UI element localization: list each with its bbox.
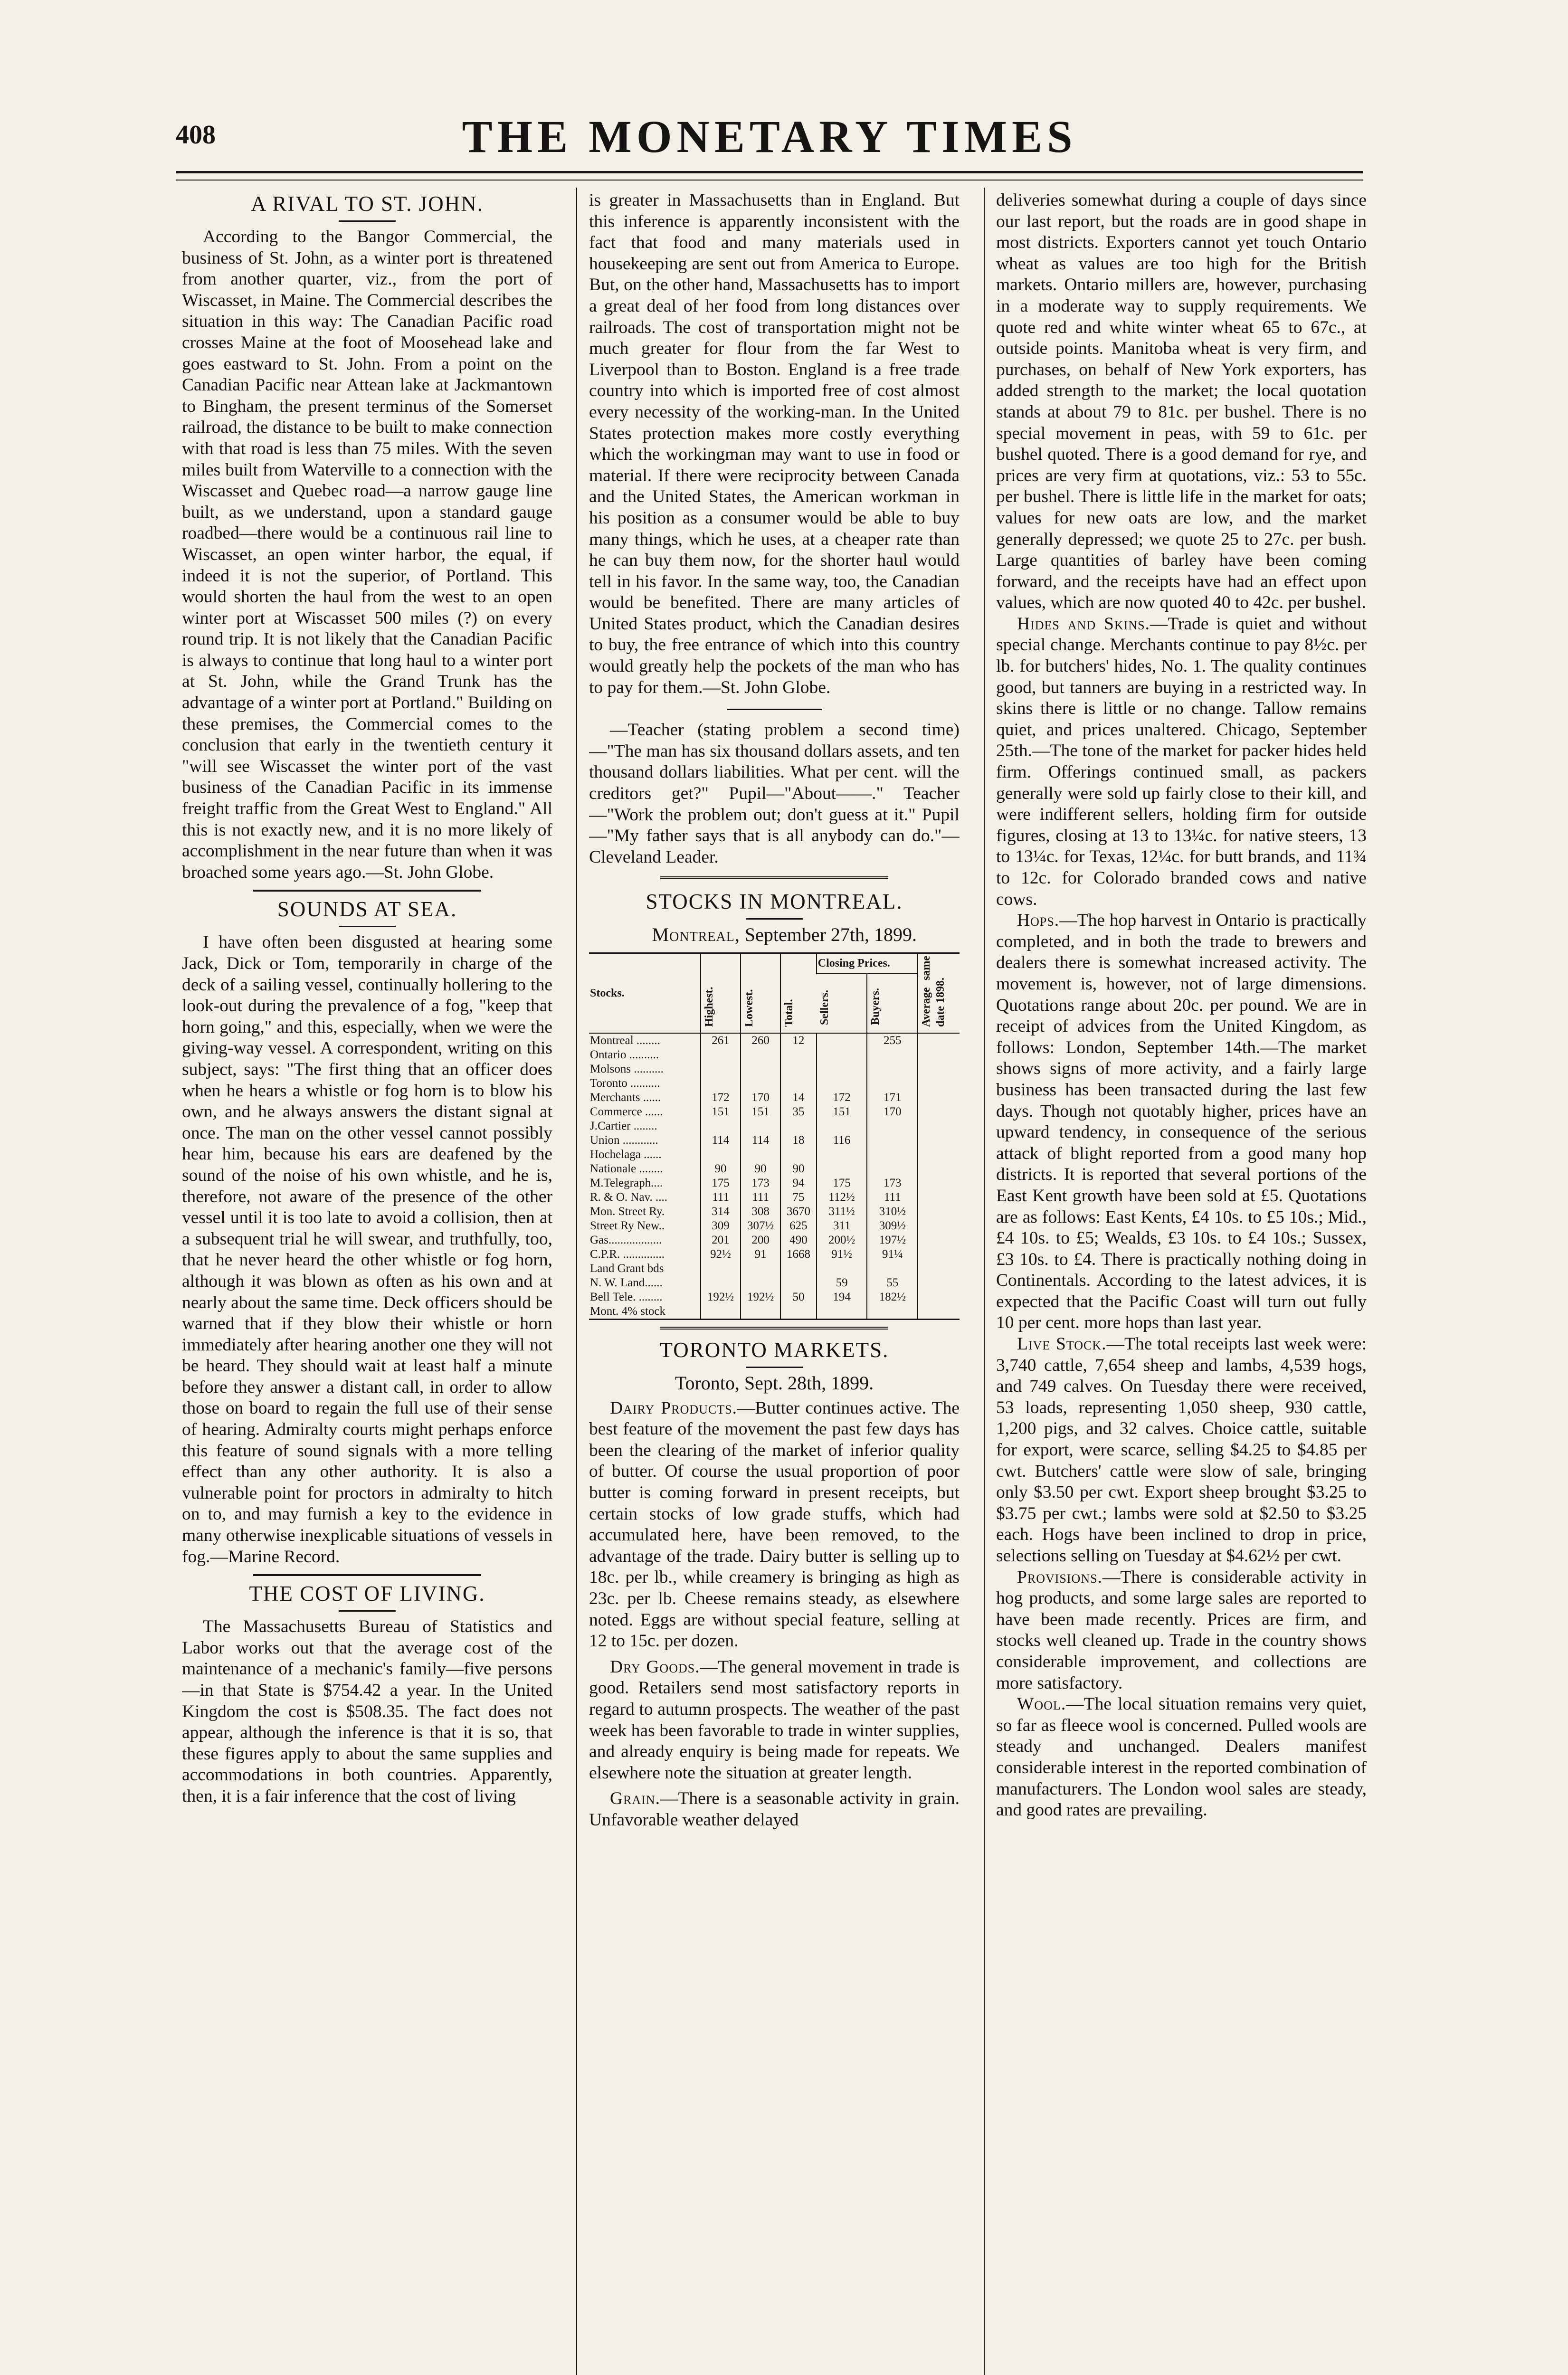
stock-value-cell: 91¼ [867, 1247, 918, 1262]
stock-value-cell: 91 [741, 1247, 780, 1262]
stock-value-cell: 201 [701, 1233, 741, 1247]
title-dash [339, 926, 396, 927]
stock-value-cell: 197½ [867, 1233, 918, 1247]
provisions-head: Provisions. [1017, 1567, 1102, 1587]
stock-value-cell [918, 1190, 960, 1205]
stock-value-cell: 94 [780, 1176, 817, 1190]
stock-value-cell: 310½ [867, 1205, 918, 1219]
stock-value-cell [918, 1233, 960, 1247]
stock-value-cell [701, 1048, 741, 1062]
stock-value-cell [867, 1048, 918, 1062]
stock-value-cell [918, 1105, 960, 1119]
stock-value-cell [867, 1262, 918, 1276]
stock-value-cell [780, 1304, 817, 1320]
stock-name-cell: Montreal ........ [590, 1034, 660, 1047]
stock-value-cell: 175 [817, 1176, 867, 1190]
stock-value-cell [918, 1148, 960, 1162]
stock-value-cell [701, 1119, 741, 1133]
hides-section [996, 614, 1367, 910]
stock-value-cell: 91½ [817, 1247, 867, 1262]
table-row [589, 1048, 960, 1062]
table-row [589, 1247, 960, 1262]
dairy-head: Dairy Products. [610, 1398, 737, 1418]
stock-name-cell: Gas.................. [590, 1234, 662, 1246]
article-title-cost: THE COST OF LIVING. [249, 1582, 485, 1606]
stock-name-cell: Toronto .......... [590, 1077, 660, 1090]
dairy-section [589, 1398, 960, 1652]
table-row [589, 1162, 960, 1176]
stock-value-cell [918, 1290, 960, 1304]
wool-text: —The local situation remains very quiet, so far as fleece wool is concerned. Pulled wools are steady and unchanged. Dealers manifest considerable interest in the reported combination of manufacturers. The London wool sales are steady, and good rates are prevailing. [996, 1694, 1367, 1820]
column-2 [589, 190, 960, 2375]
stock-value-cell [918, 1276, 960, 1290]
stock-value-cell [817, 1076, 867, 1091]
stock-value-cell: 625 [780, 1219, 817, 1233]
stock-value-cell [918, 1062, 960, 1076]
stock-value-cell: 192½ [741, 1290, 780, 1304]
stock-name-cell: Ontario .......... [590, 1048, 659, 1061]
provisions-text: —There is considerable activity in hog products, and some large sales are reported to have been made recently. Prices are firm, and stocks well cleaned up. Trade in the country shows considerable improvement, and collections are more satisfactory. [996, 1567, 1367, 1693]
article-separator [660, 1327, 888, 1330]
col-header-lowest: Lowest. [741, 953, 780, 1034]
stocks-table [589, 952, 960, 1320]
stock-value-cell: 200½ [817, 1233, 867, 1247]
table-row [589, 1205, 960, 1219]
stock-value-cell [817, 1262, 867, 1276]
col-header-total: Total. [780, 953, 817, 1034]
stock-value-cell: 192½ [701, 1290, 741, 1304]
stock-value-cell [918, 1162, 960, 1176]
table-row [589, 1219, 960, 1233]
stock-name-cell: Street Ry New.. [590, 1219, 665, 1232]
stock-value-cell [701, 1076, 741, 1091]
wool-head: Wool. [1017, 1694, 1066, 1714]
table-row [589, 1091, 960, 1105]
stock-value-cell [918, 1247, 960, 1262]
hops-text: —The hop harvest in Ontario is practically completed, and in both the trade to brewers and dealers there is somewhat increased activity. The movement is, however, not of large dimensions. Quotations range about 20c. per pound. We are in receipt of advices from the United Kingdom, as follows: London, September 14th.—The market shows signs of more activity, and a fairly large business has been transacted during the last few days. Though not quotably higher, prices have an upward tendency, in consequence of the serious attack of blight reported from a good many hop districts. It is reported that several portions of the East Kent growth have been sold at £5. Quotations are as follows: East Kents, £4 10s. to £5 10s.; Mid., £4 10s. to £5; Wealds, £3 10s. to £4 10s.; Sussex, £3 10s. to £4. There is practically nothing doing in Continentals. According to the latest advices, it is expected that the Pacific Coast will turn out fully 10 per cent. more hops than last year. [996, 911, 1367, 1333]
stock-value-cell [918, 1262, 960, 1276]
stock-value-cell: 75 [780, 1190, 817, 1205]
stock-value-cell: 90 [701, 1162, 741, 1176]
stock-name-cell: Merchants ...... [590, 1091, 661, 1104]
stock-value-cell: 173 [741, 1176, 780, 1190]
stock-value-cell: 55 [867, 1276, 918, 1290]
stock-value-cell: 111 [741, 1190, 780, 1205]
stock-value-cell [741, 1076, 780, 1091]
stock-name-cell: Bell Tele. ........ [590, 1291, 663, 1303]
stock-value-cell [780, 1148, 817, 1162]
stock-value-cell [701, 1148, 741, 1162]
stock-value-cell: 200 [741, 1233, 780, 1247]
stock-value-cell [741, 1119, 780, 1133]
table-row [589, 1148, 960, 1162]
stock-value-cell [780, 1048, 817, 1062]
stock-value-cell [741, 1062, 780, 1076]
stock-value-cell: 12 [780, 1033, 817, 1048]
stock-value-cell [867, 1119, 918, 1133]
stock-value-cell [867, 1062, 918, 1076]
stock-value-cell [780, 1062, 817, 1076]
article-text-cost: The Massachusetts Bureau of Statistics and Labor works out that the average cost of the maintenance of a mechanic's family—five persons—in that State is $754.42 a year. In the United Kingdom the cost is $508.35. The fact does not appear, although the inference is that it is so, that these figures apply to about the same supplies and accommodations in both countries. Apparently, then, it is a fair inference that the cost of living [182, 1617, 552, 1806]
article-separator [660, 876, 888, 879]
stock-name-cell: Molsons .......... [590, 1063, 664, 1075]
page-number: 408 [176, 120, 216, 150]
stock-value-cell [817, 1148, 867, 1162]
stock-name-cell: M.Telegraph.... [590, 1177, 663, 1189]
stock-value-cell [817, 1162, 867, 1176]
table-row [589, 1105, 960, 1119]
article-separator [253, 1574, 481, 1576]
stock-value-cell [701, 1304, 741, 1320]
stock-value-cell [780, 1076, 817, 1091]
col-header-closing: Closing Prices. [817, 953, 918, 974]
stock-value-cell: 59 [817, 1276, 867, 1290]
livestock-text: —The total receipts last week were: 3,740 cattle, 7,654 sheep and lambs, 4,539 hogs, and 749 calves. On Tuesday there were received, 53 loads, representing 1,050 sheep, 930 cattle, 1,200 pigs, and 32 calves. Choice cattle, suitable for export, were scarce, selling $4.25 to $4.85 per cwt. Butchers' cattle were slow of sale, bringing only $3.50 per cwt. Export sheep brought $3.25 to $3.75 per cwt.; lambs were sold at $2.50 to $3.25 each. Hogs have been inclined to drop in price, selections selling on Tuesday at $4.62½ per cwt. [996, 1334, 1367, 1566]
stock-value-cell: 116 [817, 1133, 867, 1148]
stock-value-cell [867, 1162, 918, 1176]
stock-name-cell: Commerce ...... [590, 1105, 663, 1118]
stock-value-cell: 151 [741, 1105, 780, 1119]
stock-name-cell: C.P.R. .............. [590, 1248, 665, 1261]
stock-value-cell [918, 1176, 960, 1190]
col-header-stocks: Stocks. [589, 953, 701, 1034]
stock-value-cell: 14 [780, 1091, 817, 1105]
stock-value-cell [918, 1219, 960, 1233]
stocks-table-body [589, 1033, 960, 1320]
hides-text: —Trade is quiet and without special change. Merchants continue to pay 8½c. per lb. for butchers' hides, No. 1. The quality continues good, but tanners are buying in a restricted way. In skins there is little or no change. Tallow remains quiet, and prices unaltered. Chicago, September 25th.—The tone of the market for packer hides held firm. Offerings continued small, as packers generally were sold up fairly close to their kill, and were indifferent sellers, holding firm for outside figures, closing at 13 to 13¼c. for native steers, 13 to 13¼c. for Texas, 12¼c. for butt brands, and 11¾ to 12c. for Colorado branded cows and native cows. [996, 614, 1367, 909]
col-header-sellers: Sellers. [817, 974, 867, 1033]
stock-value-cell [701, 1062, 741, 1076]
stock-name-cell: Hochelaga ...... [590, 1148, 662, 1161]
stocks-dateline [589, 924, 960, 946]
stock-value-cell: 308 [741, 1205, 780, 1219]
article-text-sounds: I have often been disgusted at hearing some Jack, Dick or Tom, temporarily in charge of the deck of a sailing vessel, continually hollering to the look-out during the prevalence of a fog, "keep that horn going," and this, especially, when we were the giving-way vessel. A correspondent, writing on this subject, says: "The first thing that an officer does when he hears a whistle or fog horn is to blow his own, and he always answers the distant signal at once. The man on the other vessel cannot possibly hear him, because his ears are deafened by the sound of the noise of his own whistle, and he is, therefore, not aware of the presence of the other vessel until it is too late to avoid a collision, then at a subsequent trial he will swear, and truthfully, too, that he never heard the other whistle or fog horn, although it was blown as often as his own and at nearly about the same time. Deck officers should be warned that if they blow their whistle or horn immediately after hearing another one they will not be heard. They should wait at least half a minute before they answer a distant call, in order to allow those on board to regain the full use of their sense of hearing. Admiralty courts might perhaps enforce this feature of sound signals with a more telling effect than any other authority. It is also a vulnerable point for proctors in admiralty to hitch on to, and may furnish a key to the evidence in many otherwise inexplicable situations of vessels in fog.—Marine Record. [182, 932, 552, 1567]
stock-value-cell [867, 1133, 918, 1148]
stock-value-cell: 194 [817, 1290, 867, 1304]
table-row [589, 1233, 960, 1247]
stock-value-cell [741, 1048, 780, 1062]
header-rule [176, 171, 1363, 173]
article-text-rival: According to the Bangor Commercial, the business of St. John, as a winter port is threatened from another quarter, viz., from the port of Wiscasset, in Maine. The Commercial describes the situation in this way: The Canadian Pacific road crosses Maine at the foot of Moosehead lake and goes eastward to St. John. From a point on the Canadian Pacific near Attean lake at Jackmantown to Bingham, the present terminus of the Somerset railroad, the distance to be built to make connection with that road is less than 75 miles. With the seven miles built from Waterville to a connection with the Wiscasset and Quebec road—a narrow gauge line built, as we understand, upon a standard gauge roadbed—there would be a continuous rail line to Wiscasset, an open winter harbor, the equal, if indeed it is not the superior, of Portland. This would shorten the haul from the west to an open winter port at Wiscasset 500 miles (?) on every round trip. It is not likely that the Canadian Pacific is always to continue that long haul to a winter port at St. John, while the Grand Trunk has the advantage of a winter port at Portland." Building on these premises, the Commercial comes to the conclusion that early in the twentieth century it "will see Wiscasset the winter port of the vast business of the Canadian Pacific in its immense freight traffic from the Great West to England." All this is not exactly new, and it is no more likely of accomplishment in the near future than when it was broached some years ago.—St. John Globe. [182, 227, 552, 882]
column-1 [182, 190, 552, 2375]
stock-value-cell [701, 1262, 741, 1276]
table-row [589, 1033, 960, 1048]
toronto-title: TORONTO MARKETS. [659, 1338, 889, 1362]
stock-value-cell [918, 1091, 960, 1105]
stock-value-cell: 114 [701, 1133, 741, 1148]
stock-value-cell: 35 [780, 1105, 817, 1119]
stock-value-cell: 172 [817, 1091, 867, 1105]
stock-value-cell [817, 1119, 867, 1133]
teacher-anecdote: —Teacher (stating problem a second time)—"The man has six thousand dollars assets, and ten thousand dollars liabilities. What per cent. will the creditors get?" Pupil—"About——." Teacher —"Work the problem out; don't guess at it." Pupil—"My father says that is all anybody can do."—Cleveland Leader. [589, 720, 960, 867]
grain-section [589, 1788, 960, 1831]
stock-value-cell: 172 [701, 1091, 741, 1105]
stock-value-cell [780, 1119, 817, 1133]
stock-value-cell: 175 [701, 1176, 741, 1190]
stock-value-cell: 90 [780, 1162, 817, 1176]
stock-name-cell: Nationale ........ [590, 1162, 663, 1175]
stock-value-cell: 260 [741, 1033, 780, 1048]
stock-name-cell: Mon. Street Ry. [590, 1205, 665, 1218]
hops-section [996, 910, 1367, 1334]
grain-text-cont: deliveries somewhat during a couple of days since our last report, but the roads are in good shape in most districts. Exporters cannot yet touch Ontario wheat as values are too high for the British markets. Ontario millers are, however, purchasing in a moderate way to supply requirements. We quote red and white winter wheat 65 to 67c., at outside points. Manitoba wheat is very firm, and purchases, on behalf of New York exporters, has added strength to the market; the local quotation stands at about 79 to 81c. per bushel. There is no special movement in peas, with 59 to 61c. per bushel quoted. There is a good demand for rye, and prices are very firm at quotations, viz.: 53 to 55c. per bushel. There is little life in the market for oats; values for new oats are low, and the market generally depressed; we quote 25 to 27c. per bush. Large quantities of barley have been coming forward, and the receipts have had an effect upon values, which are now quoted 40 to 42c. per bushel. [996, 190, 1367, 613]
table-row [589, 1062, 960, 1076]
stock-value-cell [918, 1119, 960, 1133]
stock-value-cell: 114 [741, 1133, 780, 1148]
title-dash [746, 918, 803, 920]
drygoods-head: Dry Goods. [610, 1657, 700, 1677]
table-row [589, 1119, 960, 1133]
stock-value-cell: 255 [867, 1033, 918, 1048]
title-dash [746, 1367, 803, 1368]
stock-value-cell: 3670 [780, 1205, 817, 1219]
stock-value-cell [780, 1262, 817, 1276]
stock-value-cell: 112½ [817, 1190, 867, 1205]
stock-value-cell: 50 [780, 1290, 817, 1304]
title-dash [339, 220, 396, 222]
stock-value-cell: 261 [701, 1033, 741, 1048]
grain-text: —There is a seasonable activity in grain. Unfavorable weather delayed [589, 1789, 960, 1830]
table-row [589, 1076, 960, 1091]
stock-value-cell [817, 1304, 867, 1320]
col-header-buyers: Buyers. [867, 974, 918, 1033]
stock-name-cell: R. & O. Nav. .... [590, 1191, 667, 1204]
table-row [589, 1190, 960, 1205]
toronto-dateline: Toronto, Sept. 28th, 1899. [675, 1372, 874, 1394]
stock-value-cell: 490 [780, 1233, 817, 1247]
article-text-cost-cont: is greater in Massachusetts than in England. But this inference is apparently inconsistent with the fact that food and many materials used in housekeeping are sent out from America to Europe. But, on the other hand, Massachusetts has to import a great deal of her food from long distances over railroads. The cost of transportation might not be much greater for flour from the far West to Liverpool than to Boston. England is a free trade country into which is imported free of cost almost every necessity of the working-man. In the United States protection makes more costly everything which the workingman may want to use in food or material. If there were reciprocity between Canada and the United States, the American workman in his position as a consumer would be able to buy many things, which he uses, at a cheaper rate than he can buy them now, for the shorter haul would tell in his favor. In the same way, too, the Canadian would be benefited. There are many articles of United States product, which the Canadian desires to buy, the free entrance of which into this country would greatly help the pockets of the man who has to pay for them.—St. John Globe. [589, 190, 960, 697]
stock-value-cell: 18 [780, 1133, 817, 1148]
hops-head: Hops. [1017, 911, 1060, 931]
article-title-sounds: SOUNDS AT SEA. [277, 897, 457, 922]
stock-value-cell: 170 [741, 1091, 780, 1105]
stock-value-cell [817, 1062, 867, 1076]
table-row [589, 1262, 960, 1276]
stocks-dateline-city: Montreal, [652, 924, 740, 946]
stock-value-cell [741, 1304, 780, 1320]
stock-value-cell [918, 1133, 960, 1148]
stocks-dateline-date: September 27th, 1899. [744, 924, 917, 946]
stock-value-cell [701, 1276, 741, 1290]
stock-value-cell: 1668 [780, 1247, 817, 1262]
column-divider [576, 188, 577, 2375]
table-row [589, 1304, 960, 1320]
stock-name-cell: Mont. 4% stock [590, 1305, 666, 1318]
table-row [589, 1176, 960, 1190]
stock-value-cell [741, 1262, 780, 1276]
column-3 [996, 190, 1367, 2375]
stock-value-cell [918, 1048, 960, 1062]
stock-value-cell [918, 1076, 960, 1091]
stock-value-cell [867, 1076, 918, 1091]
stock-value-cell: 111 [867, 1190, 918, 1205]
stock-value-cell: 309 [701, 1219, 741, 1233]
stock-value-cell [741, 1276, 780, 1290]
stock-value-cell: 173 [867, 1176, 918, 1190]
dairy-text: —Butter continues active. The best feature of the movement the past few days has been the clearing of the market of inferior quality of butter. Of course the usual proportion of poor butter is coming forward in present receipts, but certain stocks of low grade stuffs, which had accumulated here, have been removed, to the advantage of the trade. Dairy butter is selling up to 18c. per lb., while creamery is bringing as high as 23c. per lb. Cheese remains steady, as elsewhere noted. Eggs are without special feature, selling at 12 to 15c. per dozen. [589, 1398, 960, 1651]
column-divider [984, 188, 985, 2375]
stock-value-cell [867, 1304, 918, 1320]
stock-value-cell: 314 [701, 1205, 741, 1219]
stock-value-cell: 307½ [741, 1219, 780, 1233]
stock-value-cell: 90 [741, 1162, 780, 1176]
stock-value-cell: 182½ [867, 1290, 918, 1304]
stock-name-cell: Land Grant bds [590, 1262, 664, 1275]
stock-name-cell: J.Cartier ........ [590, 1120, 657, 1132]
title-dash [339, 1610, 396, 1612]
stock-value-cell: 171 [867, 1091, 918, 1105]
grain-head: Grain. [610, 1789, 661, 1809]
drygoods-section [589, 1657, 960, 1784]
article-separator [253, 890, 481, 892]
stock-value-cell [741, 1148, 780, 1162]
stock-value-cell: 309½ [867, 1219, 918, 1233]
wool-section [996, 1694, 1367, 1821]
stock-value-cell: 170 [867, 1105, 918, 1119]
stock-value-cell [918, 1033, 960, 1048]
stock-value-cell: 311½ [817, 1205, 867, 1219]
stock-value-cell: 92½ [701, 1247, 741, 1262]
provisions-section [996, 1567, 1367, 1694]
livestock-head: Live Stock. [1017, 1334, 1107, 1354]
stock-value-cell [918, 1304, 960, 1320]
article-title-rival: A RIVAL TO ST. JOHN. [250, 192, 484, 216]
col-header-highest: Highest. [701, 953, 741, 1034]
drygoods-text: —The general movement in trade is good. Retailers send most satisfactory reports in regard to autumn prospects. The weather of the past week has been favorable to trade in winter supplies, and already enquiry is being made for repeats. We elsewhere note the situation at greater length. [589, 1657, 960, 1783]
stock-name-cell: Union ............ [590, 1134, 658, 1147]
hides-head: Hides and Skins. [1017, 614, 1150, 634]
stocks-title: STOCKS IN MONTREAL. [646, 890, 903, 914]
stock-value-cell: 311 [817, 1219, 867, 1233]
stock-value-cell [780, 1276, 817, 1290]
table-row [589, 1276, 960, 1290]
stock-value-cell: 151 [701, 1105, 741, 1119]
stock-value-cell [867, 1148, 918, 1162]
stock-value-cell: 111 [701, 1190, 741, 1205]
table-row [589, 1290, 960, 1304]
stock-name-cell: N. W. Land...... [590, 1276, 663, 1289]
article-separator [727, 709, 822, 710]
table-row [589, 1133, 960, 1148]
stock-value-cell [817, 1033, 867, 1048]
stock-value-cell [918, 1205, 960, 1219]
page-header [176, 110, 1363, 167]
livestock-section [996, 1334, 1367, 1567]
stock-value-cell: 151 [817, 1105, 867, 1119]
masthead: THE MONETARY TIMES [462, 111, 1077, 162]
col-header-average: Average same date 1898. [918, 953, 960, 1034]
stock-value-cell [817, 1048, 867, 1062]
